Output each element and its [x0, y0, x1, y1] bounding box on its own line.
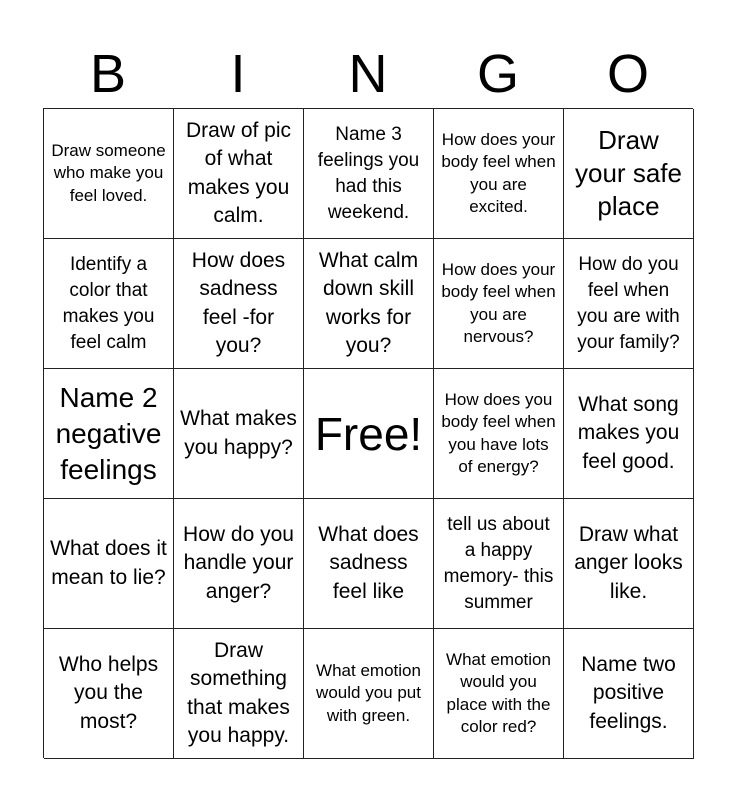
bingo-square[interactable] [174, 239, 304, 369]
bingo-square[interactable] [564, 109, 694, 239]
square-text: What emotion would you put with green. [316, 660, 421, 725]
bingo-square[interactable] [434, 239, 564, 369]
square-text: Name 3 feelings you had this weekend. [317, 123, 420, 223]
bingo-square[interactable] [564, 499, 694, 629]
square-text: Draw what anger looks like. [574, 522, 683, 603]
bingo-square[interactable] [434, 499, 564, 629]
square-text: What song makes you feel good. [577, 392, 680, 473]
bingo-square[interactable] [434, 369, 564, 499]
header-letter-n: N [348, 44, 388, 104]
header-letter-i: I [230, 44, 246, 104]
bingo-square[interactable] [304, 109, 434, 239]
bingo-square[interactable] [44, 629, 174, 759]
bingo-square[interactable] [564, 239, 694, 369]
square-text: How does your body feel when you are nervous? [441, 259, 556, 346]
bingo-square[interactable] [174, 629, 304, 759]
bingo-board [43, 108, 693, 758]
square-text: Draw of pic of what makes you calm. [185, 118, 292, 227]
bingo-square[interactable] [174, 109, 304, 239]
square-text: What calm down skill works for you? [318, 248, 419, 357]
bingo-square[interactable] [44, 109, 174, 239]
square-text: How do you feel when you are with your family? [577, 253, 680, 353]
square-text: How do you handle your anger? [183, 522, 294, 603]
bingo-square[interactable] [564, 629, 694, 759]
square-text: Draw something that makes you happy. [187, 638, 290, 747]
bingo-square[interactable] [44, 239, 174, 369]
bingo-square[interactable] [44, 369, 174, 499]
square-text: What emotion would you place with the color red? [446, 649, 551, 736]
header-letter-g: G [476, 44, 519, 104]
square-text: What does sadness feel like [318, 522, 419, 603]
bingo-square[interactable] [44, 499, 174, 629]
square-text: Name 2 negative feelings [55, 381, 162, 485]
square-text: Who helps you the most? [58, 652, 159, 733]
square-text: Name two positive feelings. [581, 652, 676, 733]
bingo-square[interactable] [434, 629, 564, 759]
square-text: Identify a color that makes you feel calm [62, 253, 155, 353]
bingo-square[interactable] [564, 369, 694, 499]
bingo-square[interactable] [434, 109, 564, 239]
square-text: Draw someone who make you feel loved. [51, 140, 166, 205]
square-text: How does sadness feel -for you? [191, 248, 286, 357]
bingo-square[interactable] [174, 369, 304, 499]
square-text: Draw your safe place [575, 125, 682, 221]
header-letter-b: B [89, 44, 127, 104]
square-text: tell us about a happy memory- this summer [443, 513, 554, 613]
square-text: How does your body feel when you are excited. [441, 129, 556, 216]
bingo-header [43, 40, 693, 108]
bingo-square[interactable] [304, 629, 434, 759]
bingo-square[interactable] [304, 499, 434, 629]
bingo-square[interactable] [304, 239, 434, 369]
header-letter-o: O [606, 44, 649, 104]
bingo-square[interactable] [174, 499, 304, 629]
square-text: What does it mean to lie? [50, 537, 167, 589]
free-square-text: Free! [314, 407, 423, 460]
square-text: What makes you happy? [180, 407, 297, 459]
free-square[interactable] [304, 369, 434, 499]
square-text: How does you body feel when you have lots of energy? [441, 389, 556, 476]
